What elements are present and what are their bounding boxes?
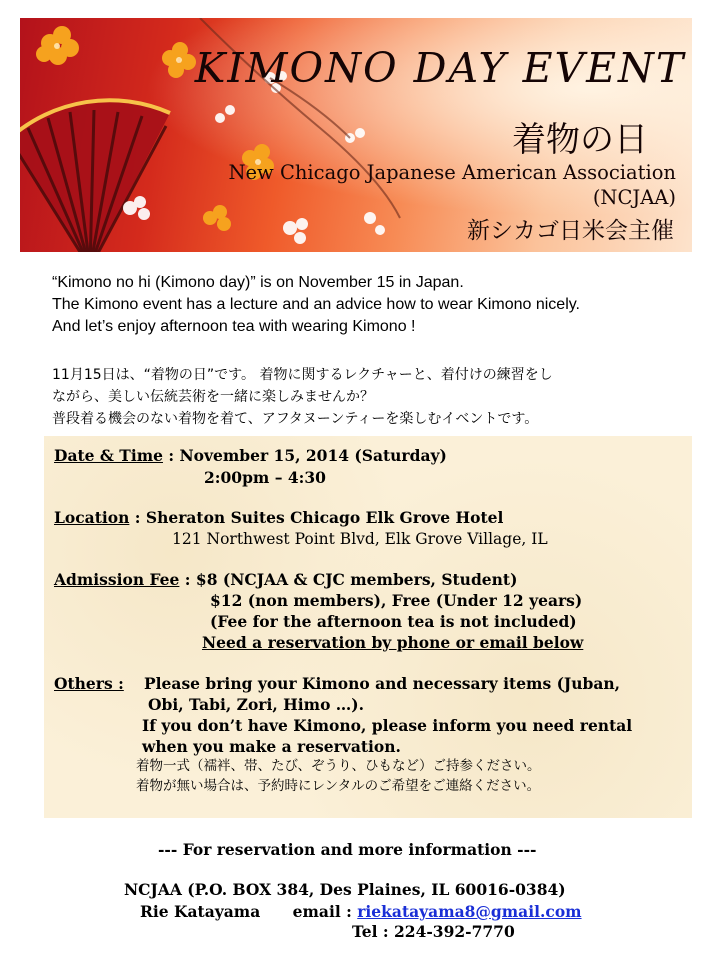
reservation-note: Need a reservation by phone or email below (202, 633, 584, 652)
intro-jp-line: 普段着る機会のない着物を着て、アフタヌーンティーを楽しむイベントです。 (52, 411, 539, 427)
organizer-name (206, 160, 676, 210)
intro-line: And let’s enjoy afternoon tea with wearing Kimono ! (52, 318, 416, 335)
email-link[interactable]: riekatayama8@gmail.com (357, 902, 582, 921)
event-title-jp: 着物の日 (512, 120, 648, 160)
location-label: Location (54, 508, 130, 527)
event-title: KIMONO DAY EVENT (194, 44, 686, 92)
fee-separator: : (179, 570, 196, 589)
email-label: email : (292, 902, 358, 921)
contact-line (140, 902, 582, 922)
others-row (54, 674, 124, 693)
location-name: Sheraton Suites Chicago Elk Grove Hotel (145, 508, 504, 527)
intro-line: “Kimono no hi (Kimono day)” is on November 15 in Japan. (52, 274, 464, 291)
intro-jp-line: 11月15日は、“着物の日”です。 着物に関するレクチャーと、着付けの練習をし (52, 367, 553, 383)
date-label: Date & Time (54, 446, 163, 465)
fee-line: $8 (NCJAA & CJC members, Student) (195, 570, 518, 589)
organizer-abbrev: (NCJAA) (592, 186, 676, 209)
fee-label: Admission Fee (54, 570, 180, 589)
time-value: 2:00pm – 4:30 (204, 468, 326, 487)
others-line: If you don’t have Kimono, please inform you need rental (142, 716, 633, 735)
intro-text-en (52, 272, 702, 338)
others-jp-line: 着物が無い場合は、予約時にレンタルのご希望をご連絡ください。 (136, 778, 541, 794)
date-separator: : (162, 446, 180, 465)
date-value: November 15, 2014 (Saturday) (179, 446, 447, 465)
intro-text-jp (52, 364, 707, 430)
others-label: Others : (54, 674, 124, 693)
others-line: when you make a reservation. (142, 737, 401, 756)
folding-fan-icon (20, 100, 170, 252)
fee-row (54, 570, 517, 589)
organizer-name-jp: 新シカゴ日米会主催 (467, 218, 674, 244)
event-details-box (44, 436, 692, 818)
contact-name: Rie Katayama (140, 902, 261, 921)
fee-line: $12 (non members), Free (Under 12 years) (210, 591, 583, 610)
others-jp-line: 着物一式（襦袢、帯、たび、ぞうり、ひもなど）ご持参ください。 (136, 758, 541, 774)
contact-phone: Tel : 224-392-7770 (352, 922, 515, 941)
location-separator: : (129, 508, 146, 527)
fee-line: (Fee for the afternoon tea is not included) (210, 612, 577, 631)
contact-heading: --- For reservation and more information --- (158, 840, 537, 859)
location-address: 121 Northwest Point Blvd, Elk Grove Village, IL (172, 530, 548, 548)
others-line: Obi, Tabi, Zori, Himo …). (148, 695, 365, 714)
organizer-name-line: New Chicago Japanese American Association (228, 161, 676, 184)
date-row (54, 446, 447, 465)
intro-line: The Kimono event has a lecture and an advice how to wear Kimono nicely. (52, 296, 580, 313)
contact-address: NCJAA (P.O. BOX 384, Des Plaines, IL 60016-0384) (124, 880, 566, 899)
intro-jp-line: ながら、美しい伝統芸術を一緒に楽しみませんか？ (52, 389, 374, 405)
header-banner (20, 18, 692, 252)
location-row (54, 508, 503, 527)
others-line: Please bring your Kimono and necessary items (Juban, (144, 674, 621, 693)
